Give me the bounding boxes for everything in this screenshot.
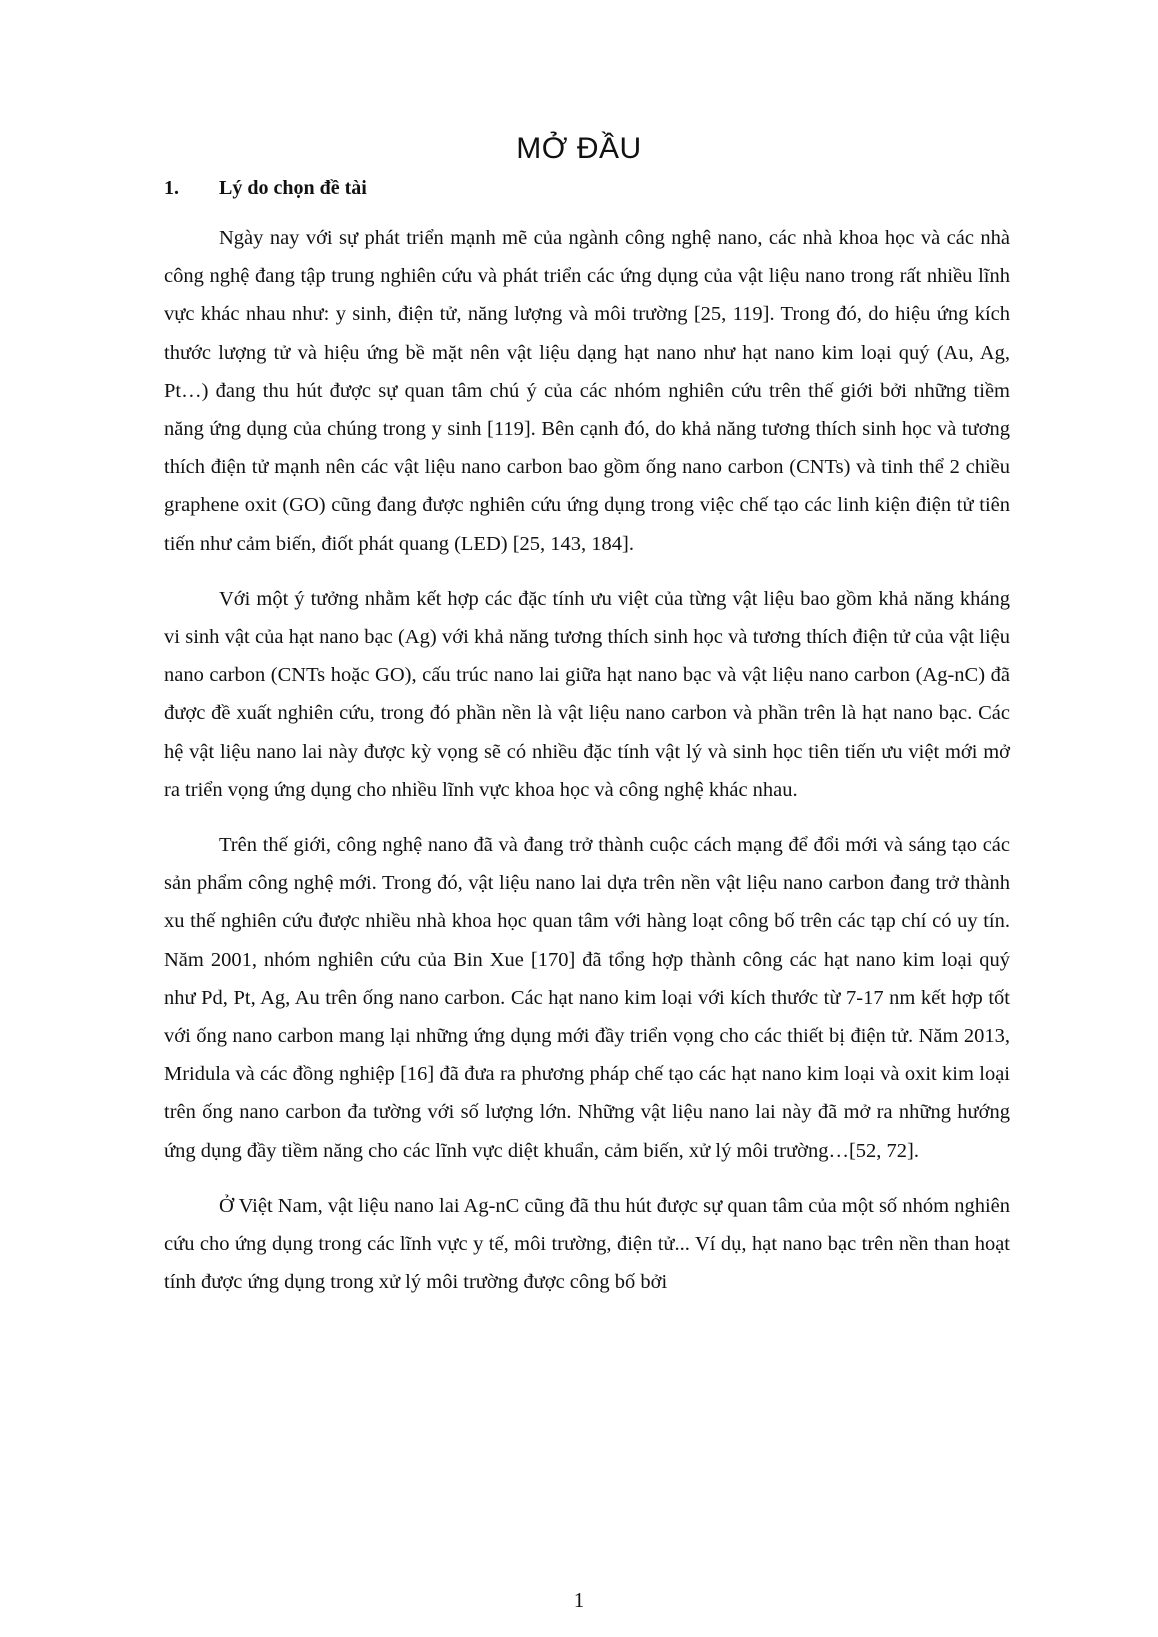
paragraph-3: Trên thế giới, công nghệ nano đã và đang trở thành cuộc cách mạng để đổi mới và sáng tạo các sản phẩm công nghệ mới. Trong đó, vật liệu nano lai dựa trên nền vật liệu nano carbon đang trở thành xu thế nghiên cứu được nhiều nhà khoa học quan tâm với hàng loạt công bố trên các tạp chí có uy tín. Năm 2001, nhóm nghiên cứu của Bin Xue [170] đã tổng hợp thành công các hạt nano kim loại quý như Pd, Pt, Ag, Au trên ống nano carbon. Các hạt nano kim loại với kích thước từ 7-17 nm kết hợp tốt với ống nano carbon mang lại những ứng dụng mới đầy triển vọng cho các thiết bị điện tử. Năm 2013, Mridula và các đồng nghiệp [16] đã đưa ra phương pháp chế tạo các hạt nano kim loại và oxit kim loại trên ống nano carbon đa tường với số lượng lớn. Những vật liệu nano lai này đã mở ra những hướng ứng dụng đầy tiềm năng cho các lĩnh vực diệt khuẩn, cảm biến, xử lý môi trường…[52, 72]. bbox=[164, 834, 1010, 1162]
section-heading-text: Lý do chọn đề tài bbox=[219, 177, 367, 199]
page-number: 1 bbox=[573, 1588, 585, 1612]
section-number: 1. bbox=[164, 177, 179, 199]
body-text bbox=[164, 219, 1010, 1318]
page-title: MỞ ĐẦU bbox=[516, 132, 642, 165]
paragraph-2: Với một ý tưởng nhằm kết hợp các đặc tính ưu việt của từng vật liệu bao gồm khả năng kháng vi sinh vật của hạt nano bạc (Ag) với khả năng tương thích sinh học và tương thích điện tử của vật liệu nano carbon (CNTs hoặc GO), cấu trúc nano lai giữa hạt nano bạc và vật liệu nano carbon (Ag-nC) đã được đề xuất nghiên cứu, trong đó phần nền là vật liệu nano carbon và phần trên là hạt nano bạc. Các hệ vật liệu nano lai này được kỳ vọng sẽ có nhiều đặc tính vật lý và sinh học tiên tiến ưu việt mới mở ra triển vọng ứng dụng cho nhiều lĩnh vực khoa học và công nghệ khác nhau. bbox=[164, 587, 1010, 801]
paragraph-1: Ngày nay với sự phát triển mạnh mẽ của ngành công nghệ nano, các nhà khoa học và các nhà công nghệ đang tập trung nghiên cứu và phát triển các ứng dụng của vật liệu nano trong rất nhiều lĩnh vực khác nhau như: y sinh, điện tử, năng lượng và môi trường [25, 119]. Trong đó, do hiệu ứng kích thước lượng tử và hiệu ứng bề mặt nên vật liệu dạng hạt nano như hạt nano kim loại quý (Au, Ag, Pt…) đang thu hút được sự quan tâm chú ý của các nhóm nghiên cứu trên thế giới bởi những tiềm năng ứng dụng của chúng trong y sinh [119]. Bên cạnh đó, do khả năng tương thích sinh học và tương thích điện tử mạnh nên các vật liệu nano carbon bao gồm ống nano carbon (CNTs) và tinh thể 2 chiều graphene oxit (GO) cũng đang được nghiên cứu ứng dụng trong việc chế tạo các linh kiện điện tử tiên tiến như cảm biến, điốt phát quang (LED) [25, 143, 184]. bbox=[164, 227, 1010, 555]
paragraph-4: Ở Việt Nam, vật liệu nano lai Ag-nC cũng đã thu hút được sự quan tâm của một số nhóm nghiên cứu cho ứng dụng trong các lĩnh vực y tế, môi trường, điện tử... Ví dụ, hạt nano bạc trên nền than hoạt tính được ứng dụng trong xử lý môi trường được công bố bởi bbox=[164, 1194, 1010, 1294]
section-heading bbox=[164, 177, 367, 200]
